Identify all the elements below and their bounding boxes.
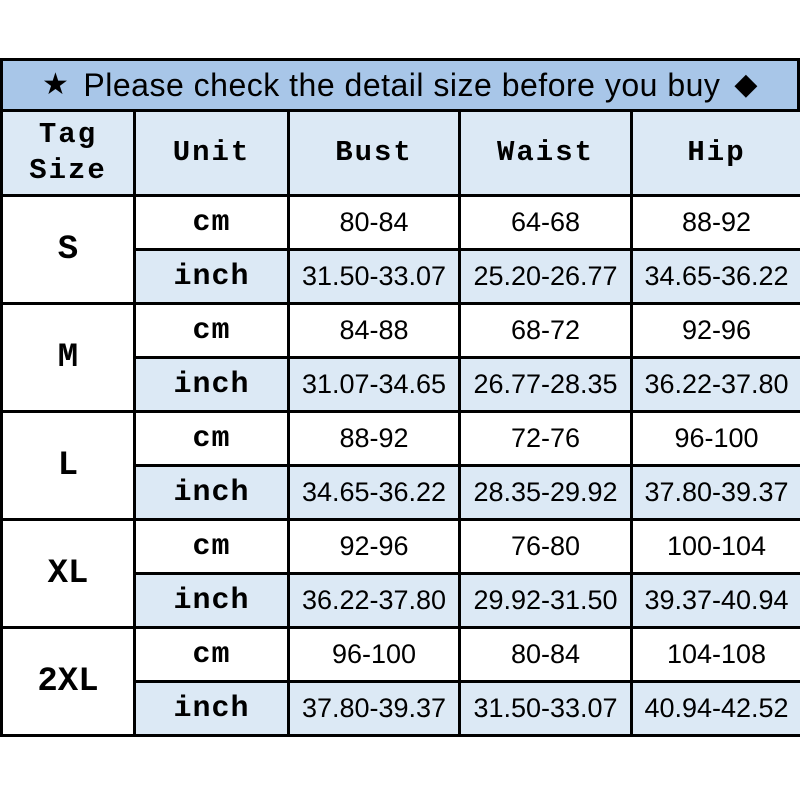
banner-text: Please check the detail size before you buy [83,66,721,103]
waist-cell: 72-76 [460,412,632,466]
bust-cell: 37.80-39.37 [289,682,460,736]
size-cell: XL [2,520,135,628]
column-header-waist: Waist [460,111,632,196]
unit-cell: cm [135,412,289,466]
waist-cell: 76-80 [460,520,632,574]
size-warning-banner [0,58,800,112]
waist-cell: 68-72 [460,304,632,358]
unit-cell: cm [135,628,289,682]
hip-cell: 96-100 [632,412,800,466]
hip-cell: 104-108 [632,628,800,682]
hip-cell: 37.80-39.37 [632,466,800,520]
table-row [2,412,800,466]
unit-cell: inch [135,250,289,304]
star-icon: ★ [42,68,70,101]
waist-cell: 28.35-29.92 [460,466,632,520]
table-header-row [2,111,800,196]
bust-cell: 31.50-33.07 [289,250,460,304]
bust-cell: 80-84 [289,196,460,250]
unit-cell: cm [135,520,289,574]
hip-cell: 100-104 [632,520,800,574]
hip-cell: 88-92 [632,196,800,250]
column-header-hip: Hip [632,111,800,196]
size-cell: L [2,412,135,520]
diamond-icon: ◆ [734,68,758,101]
bust-cell: 88-92 [289,412,460,466]
waist-cell: 31.50-33.07 [460,682,632,736]
waist-cell: 80-84 [460,628,632,682]
waist-cell: 26.77-28.35 [460,358,632,412]
unit-cell: inch [135,358,289,412]
table-row [2,196,800,250]
column-header-tag-size: Tag Size [2,111,135,196]
unit-cell: cm [135,196,289,250]
hip-cell: 34.65-36.22 [632,250,800,304]
bust-cell: 92-96 [289,520,460,574]
bust-cell: 34.65-36.22 [289,466,460,520]
size-cell: 2XL [2,628,135,736]
column-header-unit: Unit [135,111,289,196]
waist-cell: 25.20-26.77 [460,250,632,304]
bust-cell: 96-100 [289,628,460,682]
size-cell: S [2,196,135,304]
waist-cell: 29.92-31.50 [460,574,632,628]
bust-cell: 84-88 [289,304,460,358]
unit-cell: inch [135,682,289,736]
hip-cell: 92-96 [632,304,800,358]
hip-cell: 39.37-40.94 [632,574,800,628]
hip-cell: 40.94-42.52 [632,682,800,736]
unit-cell: inch [135,466,289,520]
bust-cell: 36.22-37.80 [289,574,460,628]
hip-cell: 36.22-37.80 [632,358,800,412]
bust-cell: 31.07-34.65 [289,358,460,412]
unit-cell: inch [135,574,289,628]
table-row [2,628,800,682]
unit-cell: cm [135,304,289,358]
waist-cell: 64-68 [460,196,632,250]
size-table [0,109,800,737]
column-header-bust: Bust [289,111,460,196]
size-cell: M [2,304,135,412]
table-row [2,520,800,574]
table-row [2,304,800,358]
